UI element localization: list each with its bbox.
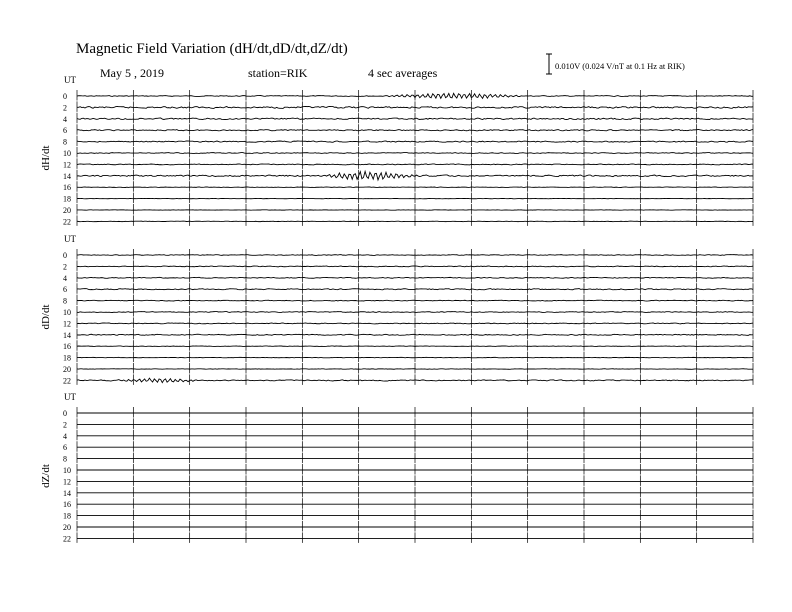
station-label: station=RIK [248,66,308,80]
panels [40,75,753,543]
scale-bar [546,54,552,74]
trace-row [77,369,753,370]
trace-row [77,346,753,347]
ut-label: UT [64,392,76,402]
row-label: 18 [63,353,71,363]
row-label: 6 [63,285,67,295]
row-label: 14 [63,171,71,181]
row-label: 6 [63,443,67,453]
row-label: 16 [63,500,71,510]
row-label: 4 [63,431,67,441]
row-label: 20 [63,206,71,215]
row-label: 10 [63,308,71,317]
trace-row [77,221,753,222]
ut-label: UT [64,234,76,244]
axis-label: dH/dt [40,145,52,171]
figure-title: Magnetic Field Variation (dH/dt,dD/dt,dZ/dt) [76,41,348,57]
row-label: 2 [63,103,67,113]
row-label: 18 [63,511,71,521]
date-label: May 5 , 2019 [100,66,164,80]
row-label: 18 [63,194,71,204]
row-label: 6 [63,126,67,136]
row-label: 22 [63,376,71,386]
row-label: 16 [63,342,71,352]
row-label: 12 [63,319,71,329]
row-label: 14 [63,488,71,498]
row-label: 12 [63,477,71,487]
row-label: 2 [63,262,67,272]
row-label: 4 [63,114,67,124]
row-label: 22 [63,217,71,227]
ut-label: UT [64,75,76,85]
axis-label: dZ/dt [40,464,52,488]
row-label: 20 [63,365,71,374]
row-label: 0 [63,92,67,101]
row-label: 2 [63,420,67,430]
row-label: 22 [63,534,71,544]
trace-row [77,255,753,256]
panel-dh-dt [40,75,753,226]
row-label: 0 [63,409,67,418]
row-label: 8 [63,296,67,306]
row-label: 16 [63,183,71,193]
row-label: 8 [63,137,67,147]
panel-dd-dt [40,234,753,385]
panel-dz-dt [40,392,753,543]
row-label: 4 [63,273,67,283]
averaging-label: 4 sec averages [368,66,438,80]
axis-label: dD/dt [40,304,52,330]
scale-bar-label: 0.010V (0.024 V/nT at 0.1 Hz at RIK) [555,61,685,71]
row-label: 20 [63,523,71,532]
row-label: 14 [63,330,71,340]
row-label: 0 [63,251,67,260]
trace-row [77,187,753,188]
row-label: 10 [63,466,71,475]
row-label: 12 [63,160,71,170]
row-label: 10 [63,149,71,158]
trace-row [77,357,753,358]
row-label: 8 [63,454,67,464]
